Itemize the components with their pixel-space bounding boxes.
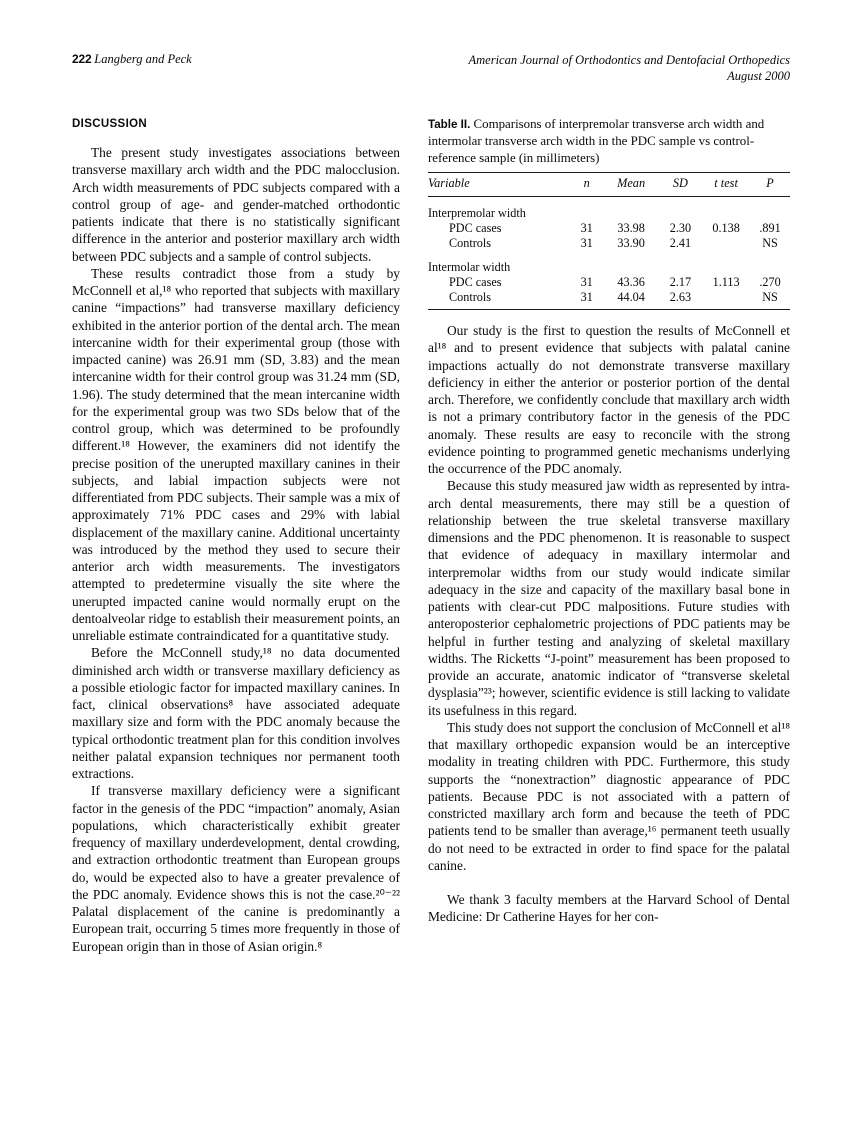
paragraph: Our study is the first to question the results of McConnell et al¹⁸ and to present evidence that subjects with palatal canine impactions actually do not demonstrate transverse maxillary deficiency in either the anterior or posterior portion of the dental arch. Therefore, we confidently conclude that maxillary arch width is not a primary contributory factor in the genesis of the PDC anomaly. These results are easy to reconcile with the strong evidence pointing to programmed genetic mechanisms underlying the occurrence of the PDC anomaly. [428, 323, 790, 476]
cell-mean [604, 196, 659, 221]
cell-n: 31 [580, 274, 593, 289]
cell-ttest [702, 236, 750, 251]
cell-n [570, 251, 604, 275]
table-header-row [428, 172, 790, 196]
cell-n: 31 [570, 290, 604, 310]
cell-p [750, 251, 790, 275]
paragraph: This study does not support the conclusion of McConnell et al¹⁸ that maxillary orthopedic expansion would be an interceptive modality in treating children with PDC. Furthermore, this study supports the “nonextraction” diagnostic appearance of PDC patients. Because PDC is not associated with a pattern of constricted maxillary arch form and because the teeth of PDC patients tend to be smaller than average,¹⁶ permanent teeth usually do not need to be extracted in order to find space for the palatal canine. [428, 719, 790, 873]
table-row [428, 275, 790, 290]
cell-ttest: 0.138 [712, 220, 740, 235]
table-caption [428, 116, 790, 166]
column-header-sd: SD [659, 172, 703, 196]
cell-ttest [702, 196, 750, 221]
paragraph: Before the McConnell study,¹⁸ no data documented diminished arch width or transverse maxillary deficiency as a possible etiologic factor for impacted maxillary canines. In fact, clinical observations⁸ have associated adequate maxillary size and form with the PDC anomaly because the typical orthodontic treatment plan for this condition involves neither palatal expansion techniques nor permanent tooth extractions. [72, 645, 400, 781]
cell-mean: 33.98 [617, 220, 645, 235]
running-head-left [72, 52, 192, 68]
cell-sd [659, 251, 703, 275]
section-heading-discussion: DISCUSSION [72, 118, 148, 130]
table-row [428, 251, 790, 275]
paragraph: The present study investigates associations between transverse maxillary arch width and the PDC malocclusion. Arch width measurements of PDC subjects compared with a control group of age- and gender-matched orthodontic patients indicate that there is no statistically significant difference in the anterior and posterior maxillary arch width between PDC subjects and a sample of control subjects. [72, 145, 400, 264]
paragraph: If transverse maxillary deficiency were a significant factor in the genesis of the PDC “impaction” anomaly, Asian populations, which characteristically exhibit greater frequency of maxillary underdevelopment, dental crowding, and extraction orthodontic treatment than European groups do, would be expected also to have a greater prevalence of the PDC anomaly. Evidence shows this is not the case.²⁰⁻²² Palatal displacement of the canine is predominantly a European trait, occurring 5 times more frequently in those of European origin than in those of Asian origin.⁸ [72, 783, 400, 954]
right-column [428, 322, 790, 926]
cell-mean: 33.90 [617, 235, 645, 250]
cell-mean: 43.36 [617, 274, 645, 289]
paragraph: These results contradict those from a study by McConnell et al,¹⁸ who reported that subjects with maxillary canine “impactions” had transverse maxillary deficiency exhibited in the anterior portion of the dental arch. The mean intercanine width for their experimental group (those with impacted canine) was 26.91 mm (SD, 3.83) and the mean intercanine width for their control group was 31.24 mm (SD, 1.96). The study determined that the mean intercanine width for the experimental group was two SDs below that of the control group, which was determined to be profoundly different.¹⁸ However, the examiners did not identify the precise position of the unerupted maxillary canines in their subjects, and labial impaction subjects were not differentiated from PDC subjects. Their sample was a mix of approximately 71% PDC cases and 29% with labial displacement of the maxillary canine. Additional uncertainty was introduced by the method they used to secure their anterior arch width measurements. The investigators attempted to predetermine visually the site where the unerupted impacted canine would normally erupt on the dentoalveolar ridge to establish their measurement points, an unreliable estimate contraindicated for a quantitative study. [72, 265, 400, 643]
running-head [72, 52, 790, 84]
cell-sd: 2.30 [669, 220, 692, 235]
table-caption-text: Comparisons of interpremolar transverse arch width and intermolar transverse arch width in the PDC sample vs control-reference sample (in millimeters) [428, 117, 765, 165]
cell-variable: Interpremolar width [428, 205, 526, 220]
cell-variable: Controls [449, 235, 491, 250]
cell-n [570, 196, 604, 221]
cell-n: 31 [580, 235, 593, 250]
journal-title: American Journal of Orthodontics and Dentofacial Orthopedics [468, 53, 790, 67]
cell-ttest: 1.113 [712, 274, 740, 289]
table-ii-block [428, 116, 790, 310]
cell-variable: PDC cases [449, 220, 502, 235]
table-row [428, 236, 790, 251]
cell-sd [659, 196, 703, 221]
cell-variable: PDC cases [449, 274, 502, 289]
table-body [428, 196, 790, 309]
column-header-n: n [570, 172, 604, 196]
cell-ttest [702, 251, 750, 275]
cell-p: .891 [759, 220, 781, 235]
table-ii [428, 172, 790, 310]
cell-n: 31 [580, 220, 593, 235]
cell-p: NS [750, 290, 790, 310]
acknowledgment-paragraph: We thank 3 faculty members at the Harvard School of Dental Medicine: Dr Catherine Hayes for her con- [428, 892, 790, 925]
column-header-variable: Variable [428, 172, 570, 196]
cell-ttest [702, 290, 750, 310]
cell-p: NS [762, 235, 778, 250]
cell-mean [604, 251, 659, 275]
table-row [428, 221, 790, 236]
cell-sd: 2.41 [669, 235, 692, 250]
cell-sd: 2.63 [659, 290, 703, 310]
cell-p [750, 196, 790, 221]
table-row [428, 196, 790, 221]
column-header-mean: Mean [604, 172, 659, 196]
issue-date: August 2000 [727, 69, 790, 83]
cell-variable: Controls [428, 290, 570, 310]
running-head-right [469, 52, 791, 84]
cell-p: .270 [759, 274, 781, 289]
running-head-authors: Langberg and Peck [94, 52, 192, 66]
table-header [428, 172, 790, 196]
cell-sd: 2.17 [669, 274, 692, 289]
column-header-p: P [750, 172, 790, 196]
cell-variable: Intermolar width [428, 259, 511, 274]
table-row [428, 290, 790, 310]
table-label: Table II. [428, 118, 471, 131]
page-number: 222 [72, 52, 92, 66]
left-column [72, 118, 400, 955]
paragraph: Because this study measured jaw width as represented by intra-arch dental measurements, there may still be a question of relationship between the true skeletal transverse maxillary dimensions and the PDC phenomenon. It is reasonable to suspect that evidence of adequacy in maxillary intermolar and interpremolar widths from our study would indicate similar adequacy in the size and capacity of the maxillary basal bone in patients with clear-cut PDC malpositions. Future studies with anteroposterior cephalometric projections of PDC patients may be helpful in further testing and analyzing of skeletal maxillary widths. The Ricketts “J-point” measurement has been proposed to provide an accurate, anatomic indicator of “transverse skeletal dysplasia”²³; however, scientific evidence is still lacking to validate its usefulness in this regard. [428, 478, 790, 718]
column-header-ttest: t test [702, 172, 750, 196]
cell-mean: 44.04 [604, 290, 659, 310]
